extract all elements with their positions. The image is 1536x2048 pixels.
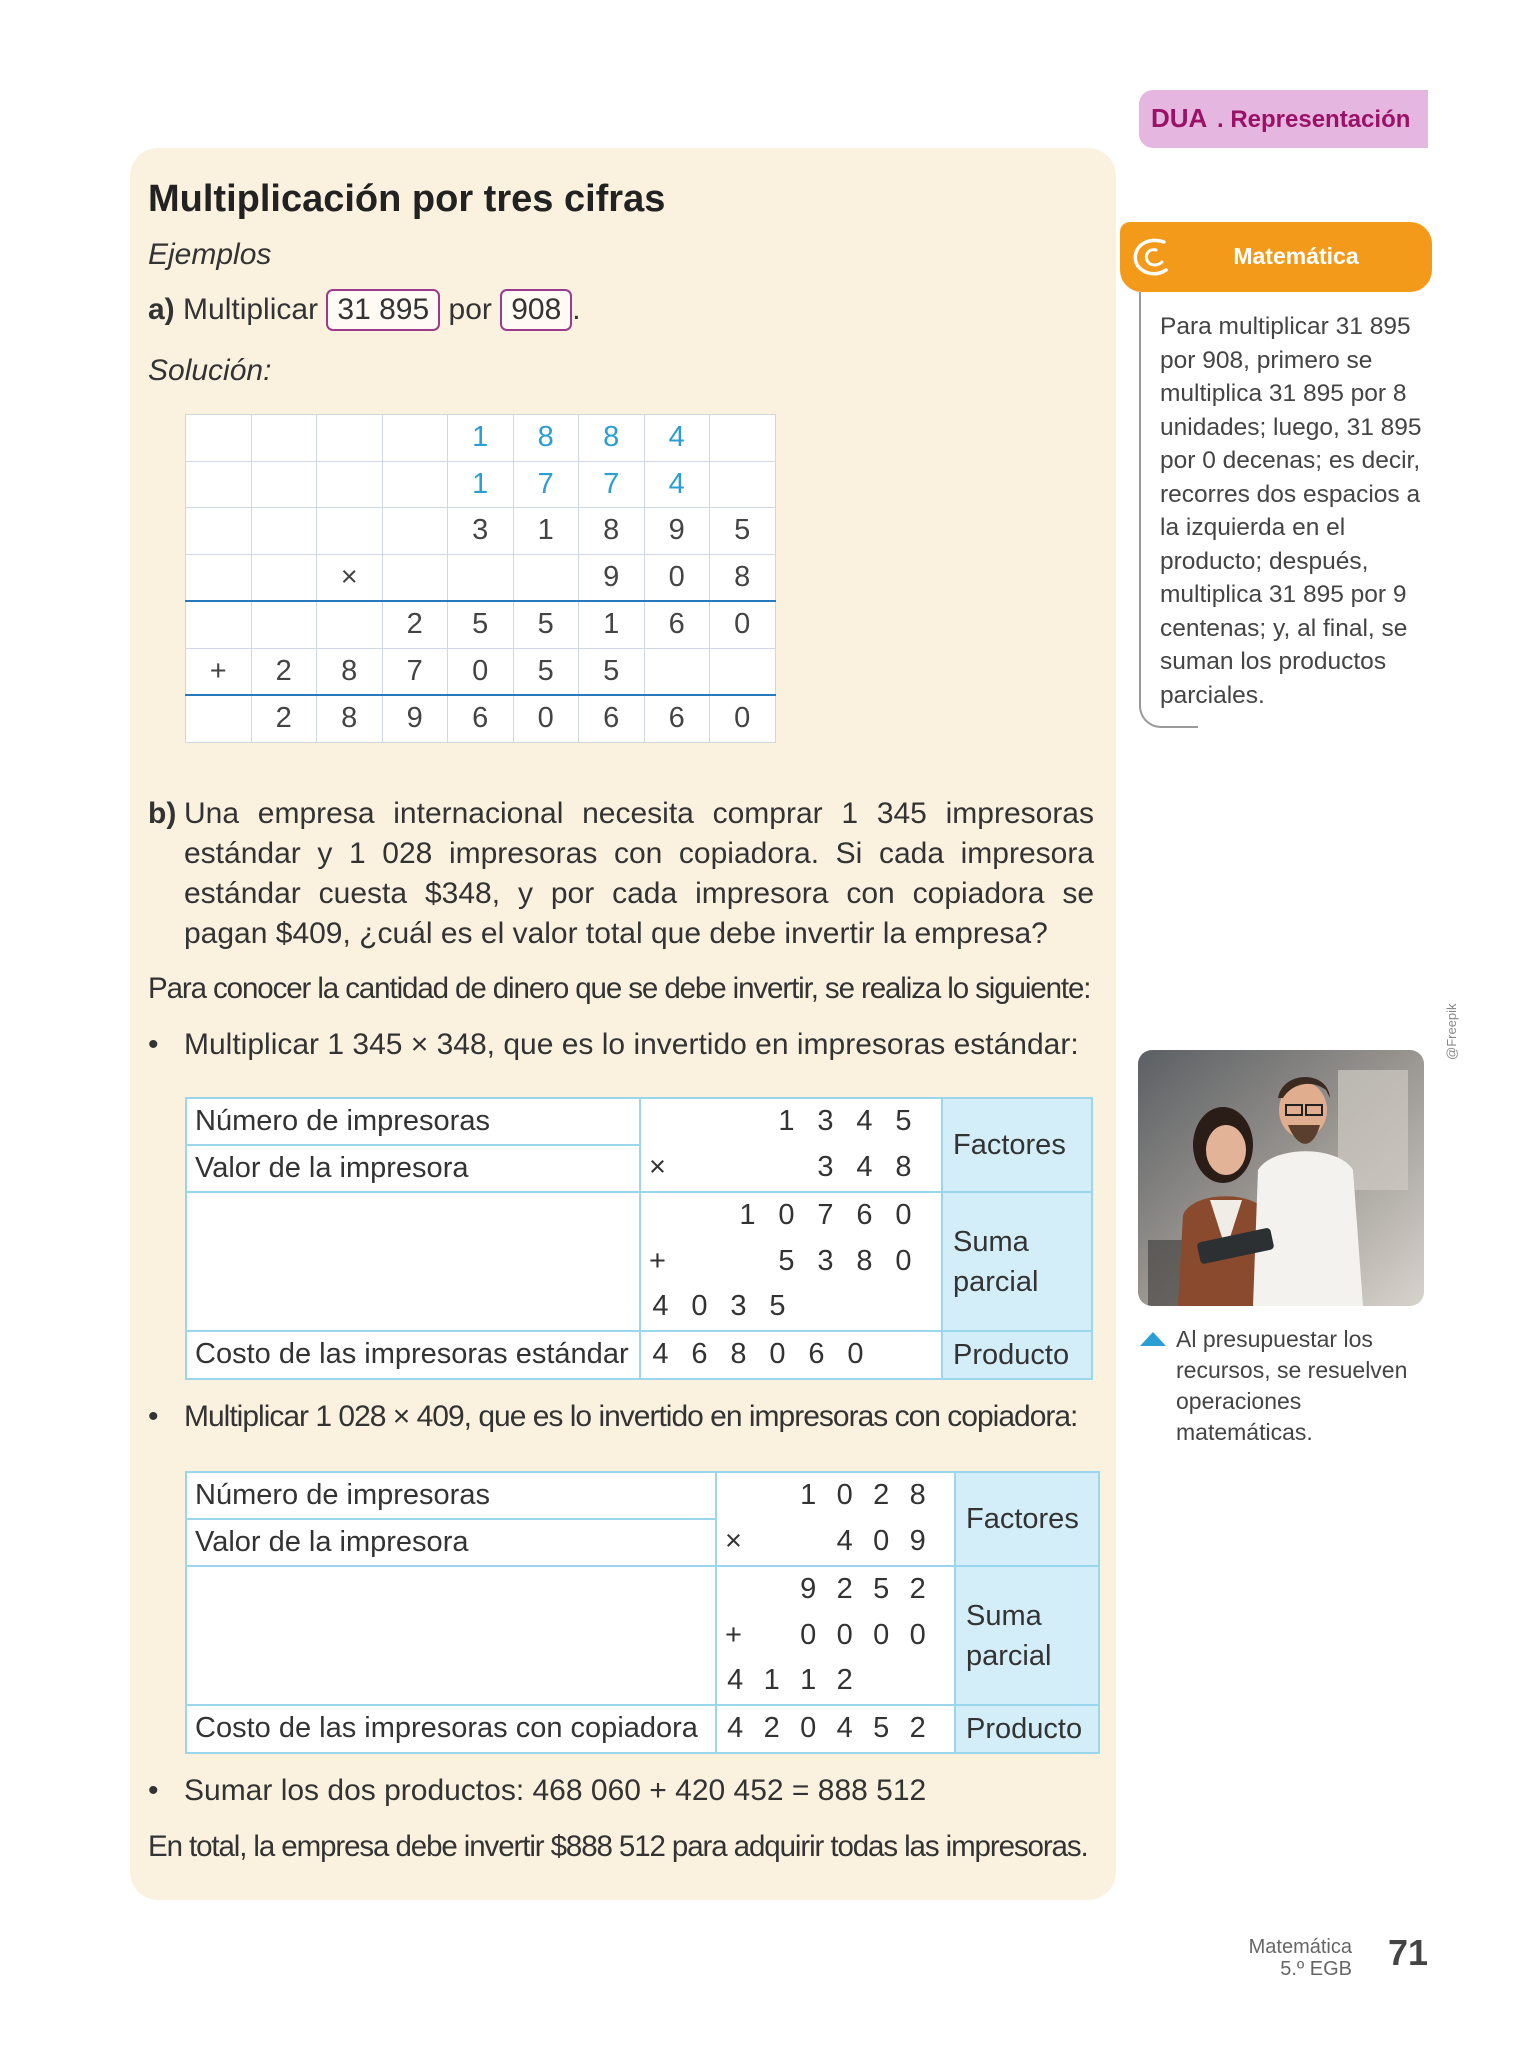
bullet-item: [148, 1400, 1098, 1440]
page-title: Multiplicación por tres cifras: [148, 178, 666, 220]
example-a-label: a): [148, 293, 175, 326]
grid-cell: 9: [382, 695, 448, 742]
bullet-dot: •: [148, 1028, 159, 1061]
digit: 0: [800, 1618, 817, 1651]
grid-cell: 8: [579, 508, 645, 555]
grid-cell: 7: [382, 648, 448, 695]
digit: 0: [800, 1712, 817, 1744]
grid-cell: 1: [448, 461, 514, 508]
grid-cell: [251, 554, 317, 601]
grid-cell: 2: [251, 648, 317, 695]
product-row: [717, 1706, 954, 1752]
grid-row: [186, 415, 776, 462]
row-label: Número de impresoras: [186, 1098, 640, 1145]
row-label: Número de impresoras: [186, 1472, 716, 1519]
digit: 9: [800, 1573, 817, 1605]
grid-cell: [251, 508, 317, 555]
digit: 6: [808, 1338, 825, 1370]
footer-subject-name: Matemática: [1248, 1936, 1352, 1958]
digit: 7: [817, 1199, 834, 1231]
grid-row: [186, 461, 776, 508]
grid-cell: 7: [579, 461, 645, 508]
digit: 3: [730, 1290, 747, 1322]
page-number: 71: [1388, 1932, 1429, 1973]
operator-sign: ×: [725, 1524, 742, 1557]
digit: 2: [836, 1664, 853, 1696]
partial-row: [641, 1239, 941, 1285]
factor-row: [641, 1145, 941, 1191]
digit: 0: [778, 1199, 795, 1231]
grid-row: [186, 508, 776, 555]
example-b-statement: [148, 794, 1094, 954]
digit: 3: [817, 1244, 834, 1277]
grid-cell: [317, 601, 383, 648]
grid-cell: 5: [513, 648, 579, 695]
digit: 2: [836, 1573, 853, 1605]
grid-cell: 0: [710, 695, 776, 742]
grid-cell: 9: [579, 554, 645, 601]
grid-cell: [317, 461, 383, 508]
row-label: Valor de la impresora: [186, 1145, 640, 1192]
grid-cell: 9: [644, 508, 710, 555]
grid-cell: 8: [579, 415, 645, 462]
digit: 8: [895, 1150, 912, 1183]
digit: 1: [800, 1479, 817, 1511]
grid-row: [186, 648, 776, 695]
grid-cell: 7: [513, 461, 579, 508]
example-a-period: .: [572, 293, 581, 326]
examples-heading: Ejemplos: [148, 238, 272, 271]
digit: 8: [856, 1244, 873, 1277]
grid-cell: 6: [644, 601, 710, 648]
digit: 9: [909, 1524, 926, 1557]
grid-cell: [710, 648, 776, 695]
digit: 0: [895, 1244, 912, 1277]
grid-cell: [186, 554, 252, 601]
example-a-number1: 31 895: [326, 289, 440, 331]
grid-cell: [251, 461, 317, 508]
grid-cell: [186, 415, 252, 462]
grid-cell: 0: [448, 648, 514, 695]
digit: 4: [727, 1712, 744, 1744]
digit: 0: [769, 1338, 786, 1370]
digit: 4: [836, 1712, 853, 1744]
side-label: Factores: [955, 1472, 1099, 1566]
office-photo: [1138, 1050, 1424, 1306]
triangle-up-icon: [1138, 1330, 1168, 1348]
digit: 4: [652, 1290, 669, 1322]
side-label: Producto: [942, 1331, 1092, 1379]
product-row: [641, 1332, 941, 1378]
grid-cell: [644, 648, 710, 695]
empty-cell: [186, 1192, 640, 1331]
dua-sublabel: . Representación: [1217, 106, 1411, 133]
digit: 4: [652, 1338, 669, 1370]
math-tab: [1120, 222, 1432, 292]
grid-cell: 2: [251, 695, 317, 742]
conclusion: En total, la empresa debe invertir $888 512 para adquirir todas las impresoras.: [148, 1830, 1088, 1863]
factor-row: [717, 1519, 954, 1565]
grid-cell: [251, 415, 317, 462]
factor-row: [717, 1473, 954, 1519]
grid-cell: 6: [448, 695, 514, 742]
partials-cell: [640, 1192, 942, 1331]
example-a-text1: Multiplicar: [183, 293, 319, 326]
grid-cell: 6: [644, 695, 710, 742]
grid-cell: 1: [448, 415, 514, 462]
operator-sign: +: [725, 1618, 742, 1651]
grid-cell: [186, 695, 252, 742]
digit: 0: [895, 1199, 912, 1231]
digit: 5: [778, 1244, 795, 1277]
grid-cell: 0: [710, 601, 776, 648]
partial-row: [641, 1284, 941, 1330]
digit: 2: [763, 1712, 780, 1744]
grid-cell: [513, 554, 579, 601]
digit: 8: [909, 1479, 926, 1511]
digit: 5: [769, 1290, 786, 1322]
digit: 2: [909, 1573, 926, 1605]
photo-caption: Al presupuestar los recursos, se resuelven operaciones matemáticas.: [1176, 1326, 1408, 1445]
digit: 1: [739, 1199, 756, 1231]
grid-cell: 5: [513, 601, 579, 648]
empty-cell: [186, 1566, 716, 1705]
digit: 0: [909, 1618, 926, 1651]
digit: 2: [873, 1479, 890, 1511]
grid-cell: 6: [579, 695, 645, 742]
dua-tag: [1139, 90, 1428, 148]
grid-cell: 8: [710, 554, 776, 601]
bullet-dot: •: [148, 1774, 159, 1807]
factors-cell: [640, 1098, 942, 1192]
footer-subject: [1220, 1936, 1352, 1980]
digit: 4: [856, 1150, 873, 1183]
factor-row: [641, 1099, 941, 1145]
math-tab-label: Matemática: [1233, 243, 1359, 269]
operator-sign: ×: [649, 1150, 666, 1183]
grid-cell: [251, 601, 317, 648]
bullet-dot: •: [148, 1400, 158, 1433]
grid-cell: 1: [513, 508, 579, 555]
bullet-text: Sumar los dos productos: 468 060 + 420 452 = 888 512: [184, 1774, 927, 1807]
digit: 0: [836, 1618, 853, 1651]
grid-cell: 5: [710, 508, 776, 555]
digit: 5: [895, 1105, 912, 1137]
digit: 3: [817, 1105, 834, 1137]
bullet-text: Multiplicar 1 028 × 409, que es lo invertido en impresoras con copiadora:: [184, 1400, 1078, 1433]
row-label: Costo de las impresoras estándar: [186, 1331, 640, 1379]
grid-cell: 2: [382, 601, 448, 648]
grid-cell: 5: [579, 648, 645, 695]
digit: 2: [909, 1712, 926, 1744]
side-label: Suma parcial: [955, 1566, 1099, 1705]
sidebar-text: Para multiplicar 31 895 por 908, primero se multiplica 31 895 por 8 unidades; luego, 31 895 por 0 decenas; es decir, recorres dos espacios a la izquierda en el producto; después, multiplica 31 895 por 9 centenas; y, al final, se suman los productos parciales.: [1160, 313, 1422, 709]
multiplication-grid: [185, 414, 776, 743]
digit: 0: [873, 1524, 890, 1557]
solution-heading: Solución:: [148, 354, 272, 387]
grid-cell: 3: [448, 508, 514, 555]
digit: 6: [856, 1199, 873, 1231]
grid-cell: 4: [644, 461, 710, 508]
grid-cell: 5: [448, 601, 514, 648]
side-label: Suma parcial: [942, 1192, 1092, 1331]
grid-cell: [186, 461, 252, 508]
grid-cell: 8: [317, 695, 383, 742]
grid-cell: +: [186, 648, 252, 695]
grid-cell: [710, 415, 776, 462]
digit: 1: [800, 1664, 817, 1696]
digit: 4: [856, 1105, 873, 1137]
product-cell: [640, 1331, 942, 1379]
partial-row: [717, 1567, 954, 1613]
calc-table-copier: [185, 1471, 1100, 1754]
digit: 0: [873, 1618, 890, 1651]
partial-row: [641, 1193, 941, 1239]
grid-cell: 4: [644, 415, 710, 462]
example-b-text: Una empresa internacional necesita comprar 1 345 impresoras estándar y 1 028 impresoras con copiadora. Si cada impresora estándar cuesta $348, y por cada impresora con copiadora se pagan $409, ¿cuál es el valor total que debe invertir la empresa?: [184, 797, 1094, 950]
calc-table-standard: [185, 1097, 1093, 1380]
dua-label: DUA: [1151, 103, 1208, 133]
example-b-label: b): [148, 797, 177, 830]
side-label: Factores: [942, 1098, 1092, 1192]
grid-cell: [710, 461, 776, 508]
bullet-text: Multiplicar 1 345 × 348, que es lo invertido en impresoras estándar:: [184, 1028, 1079, 1061]
grid-cell: 8: [513, 415, 579, 462]
digit: 4: [836, 1524, 853, 1557]
grid-cell: [382, 461, 448, 508]
procedure-intro: Para conocer la cantidad de dinero que se debe invertir, se realiza lo siguiente:: [148, 972, 1091, 1005]
grid-cell: [317, 508, 383, 555]
grid-cell: 8: [317, 648, 383, 695]
side-label: Producto: [955, 1705, 1099, 1753]
bullet-item: [148, 1028, 1098, 1068]
grid-cell: [317, 415, 383, 462]
grid-row: [186, 601, 776, 648]
digit: 4: [727, 1664, 744, 1696]
grid-cell: [382, 415, 448, 462]
operator-sign: +: [649, 1244, 666, 1277]
factors-cell: [716, 1472, 955, 1566]
row-label: Costo de las impresoras con copiadora: [186, 1705, 716, 1753]
digit: 0: [847, 1338, 864, 1370]
product-cell: [716, 1705, 955, 1753]
grid-cell: 1: [579, 601, 645, 648]
partial-row: [717, 1613, 954, 1659]
digit: 8: [730, 1338, 747, 1370]
example-a-statement: [148, 289, 581, 331]
grid-cell: 0: [644, 554, 710, 601]
grid-cell: ×: [317, 554, 383, 601]
grid-row: [186, 695, 776, 742]
grid-cell: [448, 554, 514, 601]
partial-row: [717, 1658, 954, 1704]
digit: 3: [817, 1150, 834, 1183]
digit: 1: [763, 1664, 780, 1696]
example-a-text2: por: [448, 293, 492, 326]
grid-cell: [186, 601, 252, 648]
digit: 1: [778, 1105, 795, 1137]
photo-credit: @Freepik: [1444, 1003, 1459, 1060]
grid-cell: [186, 508, 252, 555]
grid-cell: 0: [513, 695, 579, 742]
bullet-item: [148, 1774, 1098, 1814]
partials-cell: [716, 1566, 955, 1705]
example-a-number2: 908: [500, 289, 572, 331]
digit: 6: [691, 1338, 708, 1370]
digit: 0: [836, 1479, 853, 1511]
grid-row: [186, 554, 776, 601]
people-image-icon: [1138, 1050, 1424, 1306]
grid-cell: [382, 554, 448, 601]
digit: 5: [873, 1712, 890, 1744]
footer-grade: 5.º EGB: [1280, 1958, 1352, 1980]
grid-cell: [382, 508, 448, 555]
digit: 0: [691, 1290, 708, 1322]
row-label: Valor de la impresora: [186, 1519, 716, 1566]
digit: 5: [873, 1573, 890, 1605]
